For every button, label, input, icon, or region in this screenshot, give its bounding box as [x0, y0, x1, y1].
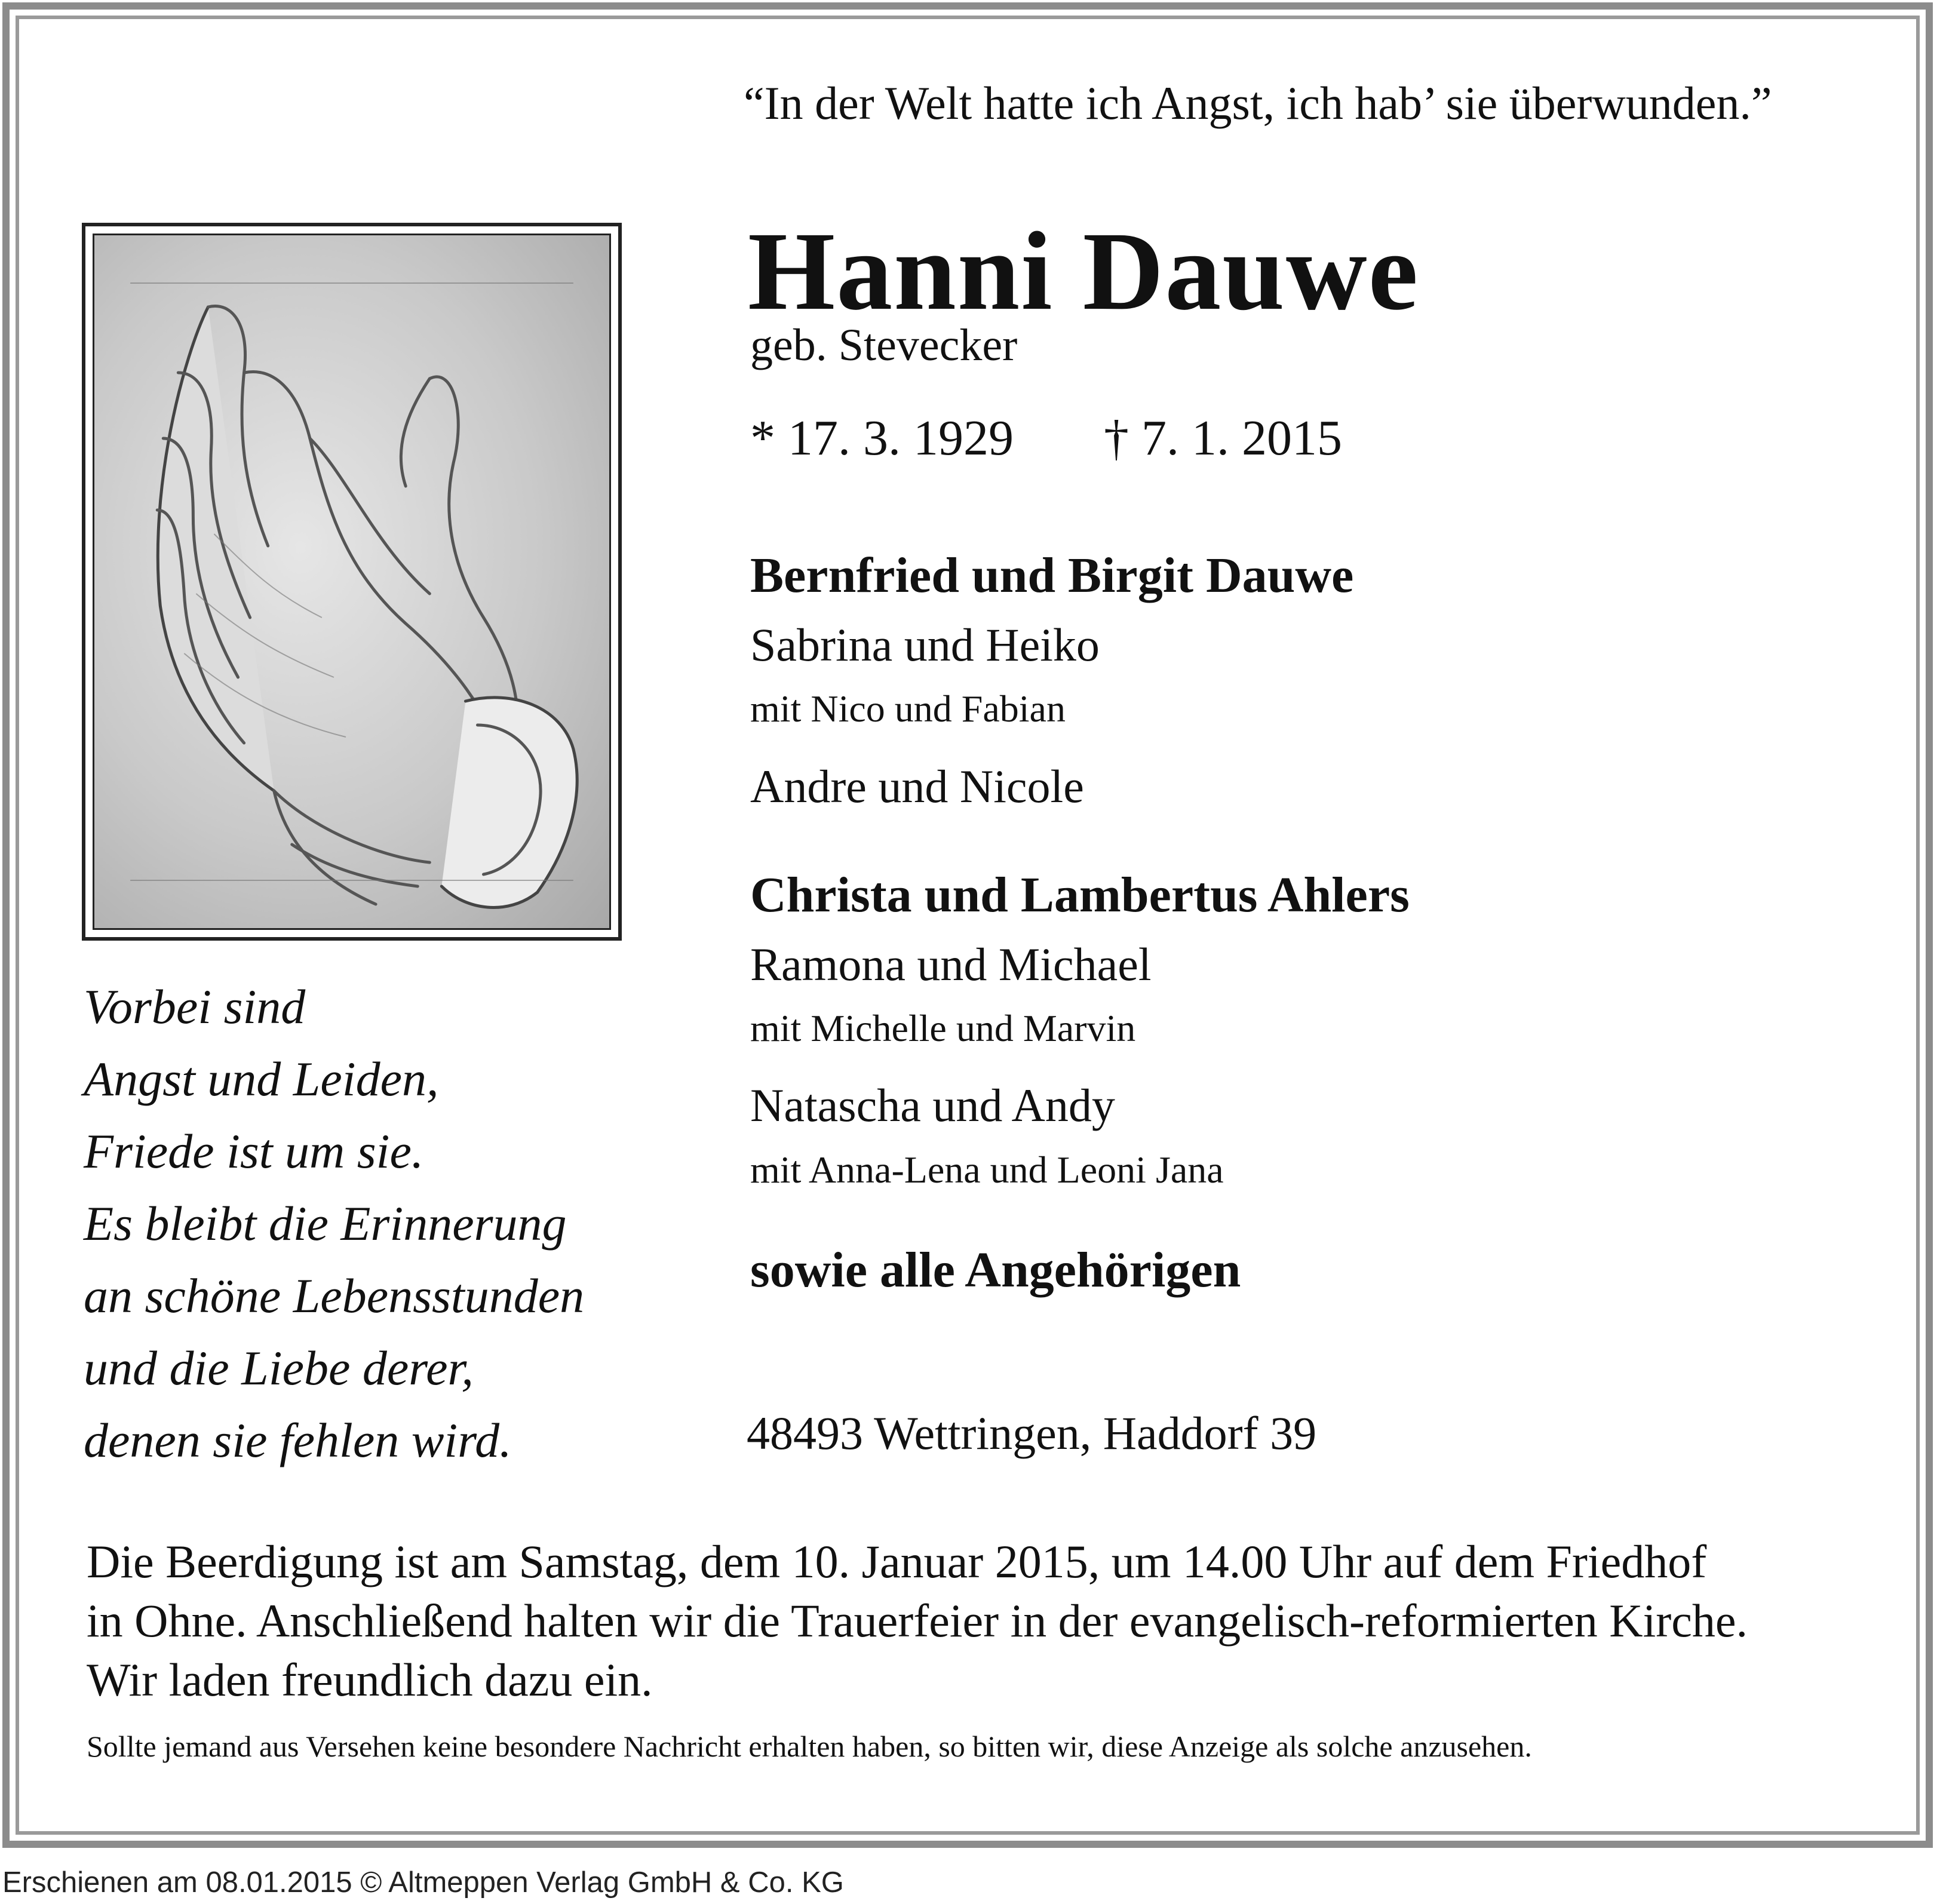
family-member: Ramona und Michael [750, 938, 1152, 990]
deceased-name: Hanni Dauwe [748, 208, 1420, 333]
family-member: Sabrina und Heiko [750, 619, 1100, 671]
footnote: Sollte jemand aus Versehen keine besondere Nachricht erhalten haben, so bitten wir, diese Anzeige als solche anzusehen. [87, 1730, 1532, 1763]
address: 48493 Wettringen, Haddorf 39 [747, 1407, 1317, 1459]
family-head: Christa und Lambertus Ahlers [750, 867, 1410, 923]
funeral-notice [87, 1532, 1748, 1709]
funeral-line: Die Beerdigung ist am Samstag, dem 10. Januar 2015, um 14.00 Uhr auf dem Friedhof [87, 1536, 1707, 1587]
family-member: Natascha und Andy [750, 1079, 1115, 1131]
family-member: Andre und Nicole [750, 760, 1084, 812]
poem-line: und die Liebe derer, [84, 1341, 474, 1395]
maiden-name: geb. Stevecker [750, 320, 1018, 370]
birth-date: * 17. 3. 1929 [750, 410, 1014, 466]
poem-line: Friede ist um sie. [84, 1124, 424, 1178]
poem-line: Es bleibt die Erinnerung [84, 1196, 567, 1251]
funeral-line: Wir laden freundlich dazu ein. [87, 1654, 653, 1706]
family-head: Bernfried und Birgit Dauwe [750, 548, 1354, 603]
praying-hands-icon [94, 235, 609, 928]
praying-hands-image [82, 223, 622, 941]
poem-line: Vorbei sind [84, 979, 306, 1034]
poem-line: denen sie fehlen wird. [84, 1413, 512, 1467]
funeral-line: in Ohne. Anschließend halten wir die Trauerfeier in der evangelisch-reformierten Kirche. [87, 1595, 1748, 1647]
poem [84, 971, 584, 1476]
death-date: † 7. 1. 2015 [1104, 410, 1342, 466]
relatives-line: sowie alle Angehörigen [750, 1242, 1241, 1298]
family-children: mit Nico und Fabian [750, 687, 1066, 730]
poem-line: an schöne Lebensstunden [84, 1269, 585, 1323]
life-dates [750, 409, 1342, 467]
publication-credit: Erschienen am 08.01.2015 © Altmeppen Verlag GmbH & Co. KG [2, 1866, 844, 1899]
poem-line: Angst und Leiden, [84, 1052, 439, 1106]
family-children: mit Anna-Lena und Leoni Jana [750, 1148, 1224, 1191]
motto-quote: “In der Welt hatte ich Angst, ich hab’ sie überwunden.” [744, 77, 1772, 129]
family-children: mit Michelle und Marvin [750, 1007, 1136, 1049]
